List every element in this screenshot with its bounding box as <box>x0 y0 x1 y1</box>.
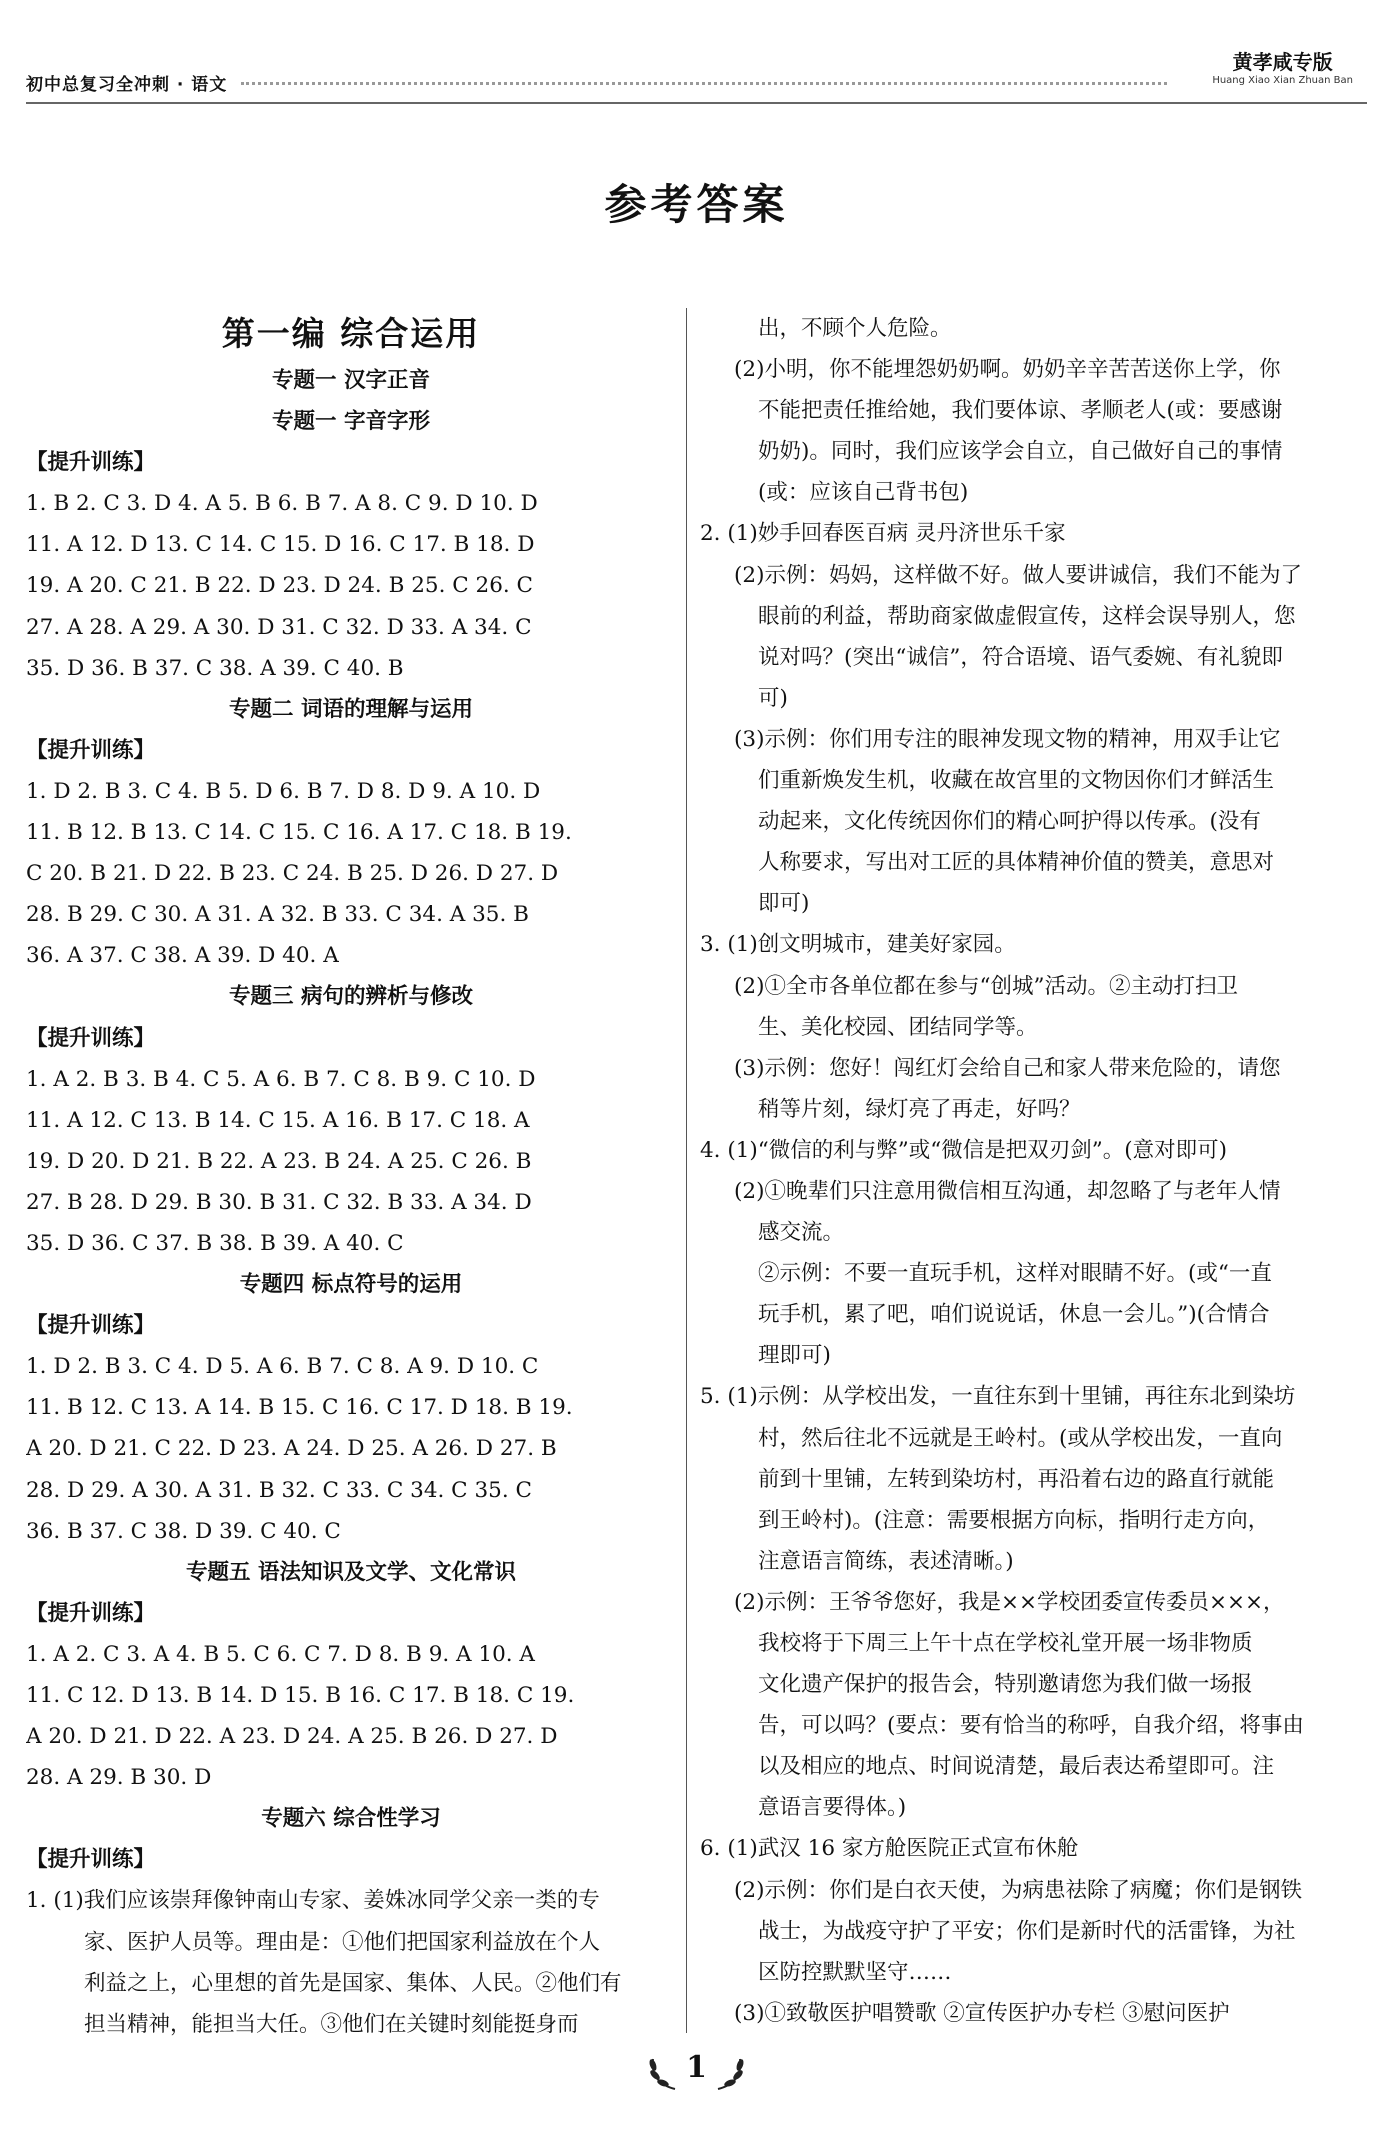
column-divider <box>686 308 687 2033</box>
answer-line: 战士，为战疫守护了平安；你们是新时代的活雷锋，为社 <box>758 1918 1296 1944</box>
practice-heading: 【提升训练】 <box>26 450 156 476</box>
laurel-right-icon <box>712 2053 752 2093</box>
answer-line: 11. B 12. B 13. C 14. C 15. C 16. A 17. C 18. B 19. <box>26 820 572 846</box>
answer-line: A 20. D 21. C 22. D 23. A 24. D 25. A 26. D 27. B <box>26 1436 557 1462</box>
answer-line: 1. D 2. B 3. C 4. B 5. D 6. B 7. D 8. D 9. A 10. D <box>26 778 541 804</box>
answer-line: 5. (1)示例：从学校出发，一直往东到十里铺，再往东北到染坊 <box>700 1384 1296 1410</box>
answer-line: 35. D 36. C 37. B 38. B 39. A 40. C <box>26 1230 404 1256</box>
answer-line: 感交流。 <box>758 1220 845 1246</box>
answer-line: 1. B 2. C 3. D 4. A 5. B 6. B 7. A 8. C 9. D 10. D <box>26 491 538 517</box>
answer-line: 稍等片刻，绿灯亮了再走，好吗？ <box>758 1096 1081 1122</box>
answer-line: 3. (1)创文明城市，建美好家园。 <box>700 932 1016 958</box>
answer-line: 27. A 28. A 29. A 30. D 31. C 32. D 33. A 34. C <box>26 614 532 640</box>
answer-line: 19. A 20. C 21. B 22. D 23. D 24. B 25. C 26. C <box>26 573 534 599</box>
page-footer <box>0 2050 1393 2093</box>
answer-line: 36. A 37. C 38. A 39. D 40. A <box>26 943 339 969</box>
topic-heading: 专题一 字音字形 <box>272 409 430 435</box>
laurel-left-icon <box>641 2053 681 2093</box>
page-title: 参考答案 <box>604 180 789 229</box>
practice-heading: 【提升训练】 <box>26 1313 156 1339</box>
answer-line: 理即可) <box>758 1343 831 1369</box>
answer-line: 11. C 12. D 13. B 14. D 15. B 16. C 17. B 18. C 19. <box>26 1683 575 1708</box>
answer-line: (2)小明，你不能埋怨奶奶啊。奶奶辛辛苦苦送你上学，你 <box>734 357 1281 383</box>
answer-line: 注意语言简练，表述清晰。) <box>758 1548 1014 1574</box>
answer-line: 到王岭村)。(注意：需要根据方向标，指明行走方向， <box>758 1507 1270 1533</box>
answer-line: 11. A 12. C 13. B 14. C 15. A 16. B 17. C 18. A <box>26 1107 530 1133</box>
answer-line: (3)示例：您好！闯红灯会给自己和家人带来危险的，请您 <box>734 1055 1281 1081</box>
answer-line: 玩手机，累了吧，咱们说说话，休息一会儿。”)(合情合 <box>758 1302 1270 1328</box>
header-edition-cn: 黄孝咸专版 <box>1232 50 1333 74</box>
answer-line: 村，然后往北不远就是王岭村。(或从学校出发，一直向 <box>758 1425 1283 1451</box>
answer-line: (2)①全市各单位都在参与“创城”活动。②主动打扫卫 <box>734 973 1238 999</box>
answer-line: 11. A 12. D 13. C 14. C 15. D 16. C 17. B 18. D <box>26 532 535 558</box>
header-dotted-rule <box>241 82 1167 85</box>
header-rule <box>26 102 1367 104</box>
topic-heading: 专题一 汉字正音 <box>272 368 430 393</box>
answer-line: 可) <box>758 685 788 711</box>
topic-heading: 专题三 病句的辨析与修改 <box>229 984 473 1010</box>
answer-line: 28. D 29. A 30. A 31. B 32. C 33. C 34. C 35. C <box>26 1477 532 1503</box>
answer-line: 1. D 2. B 3. C 4. D 5. A 6. B 7. C 8. A 9. D 10. C <box>26 1354 539 1380</box>
answer-line: 利益之上，心里想的首先是国家、集体、人民。②他们有 <box>84 1970 622 1996</box>
practice-heading: 【提升训练】 <box>26 737 156 763</box>
answer-line: 4. (1)“微信的利与弊”或“微信是把双刃剑”。(意对即可) <box>700 1137 1228 1163</box>
answer-line: 奶奶)。同时，我们应该学会自立，自己做好自己的事情 <box>758 439 1283 465</box>
section-heading: 第一编 综合运用 <box>221 314 481 353</box>
answer-line: 说对吗？(突出“诚信”，符合语境、语气委婉、有礼貌即 <box>758 644 1283 670</box>
answer-line: 1. A 2. B 3. B 4. C 5. A 6. B 7. C 8. B 9. C 10. D <box>26 1066 536 1092</box>
practice-heading: 【提升训练】 <box>26 1025 156 1051</box>
header-book-title: 初中总复习全冲刺 · 语文 <box>26 75 228 95</box>
answer-line: A 20. D 21. D 22. A 23. D 24. A 25. B 26. D 27. D <box>26 1724 558 1750</box>
answer-line: C 20. B 21. D 22. B 23. C 24. B 25. D 26. D 27. D <box>26 861 559 887</box>
answer-line: 11. B 12. C 13. A 14. B 15. C 16. C 17. D 18. B 19. <box>26 1395 573 1421</box>
answer-line: 19. D 20. D 21. B 22. A 23. B 24. A 25. C 26. B <box>26 1148 532 1174</box>
header-edition-en: Huang Xiao Xian Zhuan Ban <box>1212 75 1353 86</box>
answer-line: (3)①致敬医护唱赞歌 ②宣传医护办专栏 ③慰问医护 <box>734 2000 1230 2026</box>
topic-heading: 专题四 标点符号的运用 <box>239 1272 463 1298</box>
answer-line: 1. (1)我们应该崇拜像钟南山专家、姜姝冰同学父亲一类的专 <box>26 1888 600 1914</box>
answer-line: 6. (1)武汉 16 家方舱医院正式宣布休舱 <box>700 1836 1079 1862</box>
topic-heading: 专题二 词语的理解与运用 <box>229 696 473 722</box>
answer-line: 27. B 28. D 29. B 30. B 31. C 32. B 33. A 34. D <box>26 1189 532 1215</box>
answer-line: (2)示例：妈妈，这样做不好。做人要讲诚信，我们不能为了 <box>734 562 1302 588</box>
answer-line: ②示例：不要一直玩手机，这样对眼睛不好。(或“一直 <box>758 1261 1272 1287</box>
answer-line: 2. (1)妙手回春医百病 灵丹济世乐千家 <box>700 521 1066 547</box>
practice-heading: 【提升训练】 <box>26 1847 156 1873</box>
practice-heading: 【提升训练】 <box>26 1600 156 1626</box>
answer-line: 我校将于下周三上午十点在学校礼堂开展一场非物质 <box>758 1631 1253 1656</box>
answer-line: 出，不顾个人危险。 <box>758 316 952 341</box>
answer-line: 前到十里铺，左转到染坊村，再沿着右边的路直行就能 <box>758 1466 1275 1492</box>
answer-line: 家、医护人员等。理由是：①他们把国家利益放在个人 <box>84 1929 601 1955</box>
answer-line: (或：应该自己背书包) <box>758 480 969 506</box>
answer-line: 人称要求，写出对工匠的具体精神价值的赞美，意思对 <box>758 850 1275 876</box>
answer-line: 文化遗产保护的报告会，特别邀请您为我们做一场报 <box>758 1672 1253 1698</box>
answer-line: 眼前的利益，帮助商家做虚假宣传，这样会误导别人，您 <box>758 603 1296 629</box>
page-header <box>26 40 1367 100</box>
answer-line: 生、美化校园、团结同学等。 <box>758 1014 1038 1040</box>
left-column <box>26 308 676 2045</box>
answer-line: 35. D 36. B 37. C 38. A 39. C 40. B <box>26 655 404 681</box>
answer-line: 区防控默默坚守…… <box>758 1959 952 1985</box>
answer-line: 意语言要得体。) <box>758 1795 907 1821</box>
answer-line: 28. A 29. B 30. D <box>26 1765 212 1791</box>
answer-line: 不能把责任推给她，我们要体谅、孝顺老人(或：要感谢 <box>758 398 1283 424</box>
answer-line: 36. B 37. C 38. D 39. C 40. C <box>26 1518 341 1544</box>
answer-line: 以及相应的地点、时间说清楚，最后表达希望即可。注 <box>758 1754 1275 1780</box>
answer-line: 即可) <box>758 891 810 917</box>
answer-line: (2)示例：王爷爷您好，我是××学校团委宣传委员×××， <box>734 1589 1285 1615</box>
topic-heading: 专题五 语法知识及文学、文化常识 <box>186 1559 516 1585</box>
topic-heading: 专题六 综合性学习 <box>261 1806 441 1832</box>
right-column <box>700 308 1368 2034</box>
answer-line: 们重新焕发生机，收藏在故宫里的文物因你们才鲜活生 <box>758 768 1275 794</box>
answer-line: 担当精神，能担当大任。③他们在关键时刻能挺身而 <box>84 2011 579 2037</box>
answer-line: 告，可以吗？(要点：要有恰当的称呼，自我介绍，将事由 <box>758 1713 1304 1739</box>
page-number: 1 <box>686 2050 707 2085</box>
answer-line: (2)①晚辈们只注意用微信相互沟通，却忽略了与老年人情 <box>734 1178 1281 1204</box>
answer-line: (3)示例：你们用专注的眼神发现文物的精神，用双手让它 <box>734 726 1281 752</box>
answer-line: 1. A 2. C 3. A 4. B 5. C 6. C 7. D 8. B 9. A 10. A <box>26 1641 535 1667</box>
answer-line: 28. B 29. C 30. A 31. A 32. B 33. C 34. A 35. B <box>26 902 529 928</box>
answer-line: (2)示例：你们是白衣天使，为病患祛除了病魔；你们是钢铁 <box>734 1877 1302 1903</box>
header-edition <box>1212 46 1353 86</box>
answer-line: 动起来，文化传统因你们的精心呵护得以传承。(没有 <box>758 809 1261 835</box>
